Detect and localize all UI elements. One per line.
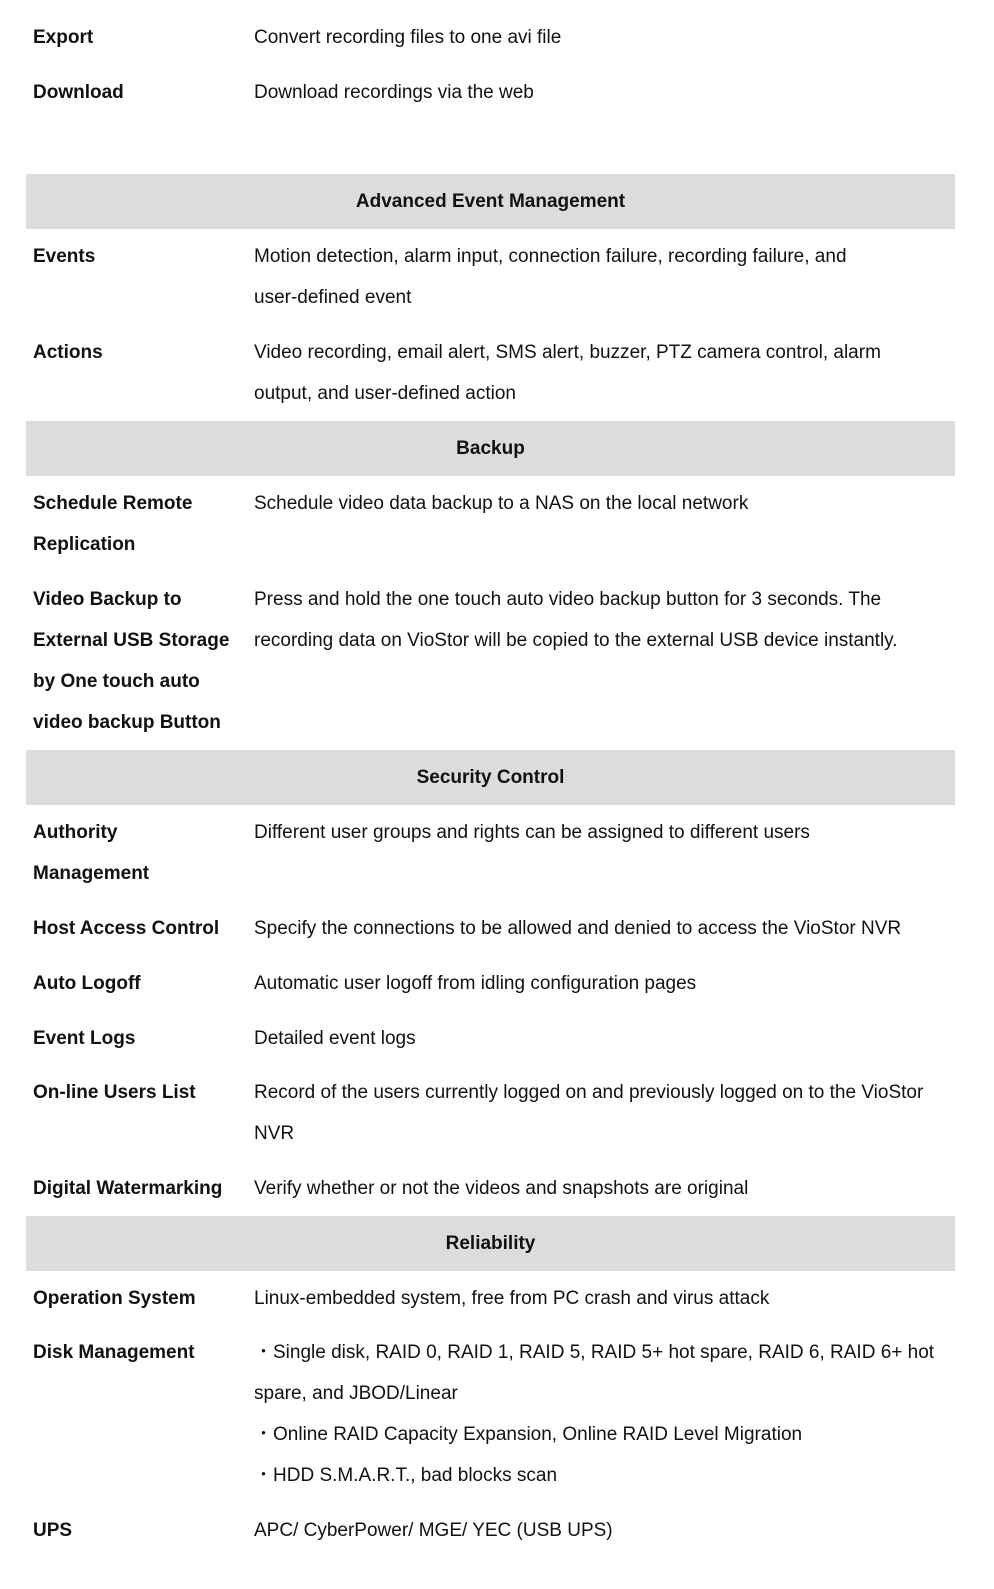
section-header-reliability: Reliability xyxy=(26,1216,955,1271)
row-value: Linux-embedded system, free from PC crash and virus attack xyxy=(254,1288,770,1309)
section-header-backup: Backup xyxy=(26,421,955,476)
section-header-security: Security Control xyxy=(26,750,955,805)
row-label: Host Access Control xyxy=(33,918,220,939)
row-value: Download recordings via the web xyxy=(254,82,534,103)
row-value: Convert recording files to one avi file xyxy=(254,27,562,48)
value-line: user-defined event xyxy=(254,287,412,308)
row-label: Export xyxy=(33,27,94,48)
bullet-item-continued: spare, and JBOD/Linear xyxy=(254,1383,458,1404)
row-value: Specify the connections to be allowed and denied to access the VioStor NVR xyxy=(254,918,902,939)
label-line: Replication xyxy=(33,534,136,555)
row-label: Event Logs xyxy=(33,1028,136,1049)
row-label xyxy=(33,483,248,565)
row-value: Automatic user logoff from idling configuration pages xyxy=(254,973,697,994)
bullet-item: ・Single disk, RAID 0, RAID 1, RAID 5, RAID 5+ hot spare, RAID 6, RAID 6+ hot xyxy=(254,1342,935,1363)
label-line: Video Backup to xyxy=(33,589,182,610)
label-line: External USB Storage xyxy=(33,630,230,651)
row-label: UPS xyxy=(33,1520,73,1541)
label-line: Schedule Remote xyxy=(33,493,193,514)
value-line: Press and hold the one touch auto video backup button for 3 seconds. The xyxy=(254,589,882,610)
row-value xyxy=(254,236,959,318)
row-label: Actions xyxy=(33,342,103,363)
label-line: Management xyxy=(33,863,150,884)
row-label: Auto Logoff xyxy=(33,973,141,994)
row-value xyxy=(254,579,959,661)
bullet-item: ・HDD S.M.A.R.T., bad blocks scan xyxy=(254,1465,558,1486)
value-line: Motion detection, alarm input, connection failure, recording failure, and xyxy=(254,246,847,267)
row-label: Download xyxy=(33,82,124,103)
row-value xyxy=(254,332,959,414)
label-line: by One touch auto xyxy=(33,671,200,692)
row-value: Schedule video data backup to a NAS on the local network xyxy=(254,493,749,514)
row-value xyxy=(254,1072,959,1154)
label-line: video backup Button xyxy=(33,712,221,733)
row-value: Different user groups and rights can be assigned to different users xyxy=(254,822,810,843)
row-value: APC/ CyberPower/ MGE/ YEC (USB UPS) xyxy=(254,1520,613,1541)
row-label: Disk Management xyxy=(33,1342,195,1363)
row-label: Digital Watermarking xyxy=(33,1178,223,1199)
label-line: Authority xyxy=(33,822,118,843)
bullet-item: ・Online RAID Capacity Expansion, Online RAID Level Migration xyxy=(254,1424,803,1445)
value-line: recording data on VioStor will be copied to the external USB device instantly. xyxy=(254,630,898,651)
row-label: On-line Users List xyxy=(33,1082,196,1103)
value-line: NVR xyxy=(254,1123,295,1144)
row-label xyxy=(33,812,248,894)
value-line: output, and user-defined action xyxy=(254,383,516,404)
section-header-advanced-event: Advanced Event Management xyxy=(26,174,955,229)
row-label: Operation System xyxy=(33,1288,196,1309)
row-value: Detailed event logs xyxy=(254,1028,416,1049)
value-line: Video recording, email alert, SMS alert, buzzer, PTZ camera control, alarm xyxy=(254,342,881,363)
row-label xyxy=(33,579,248,743)
row-value: Verify whether or not the videos and snapshots are original xyxy=(254,1178,749,1199)
value-line: Record of the users currently logged on and previously logged on to the VioStor xyxy=(254,1082,924,1103)
row-value xyxy=(254,1332,959,1496)
row-label: Events xyxy=(33,246,96,267)
